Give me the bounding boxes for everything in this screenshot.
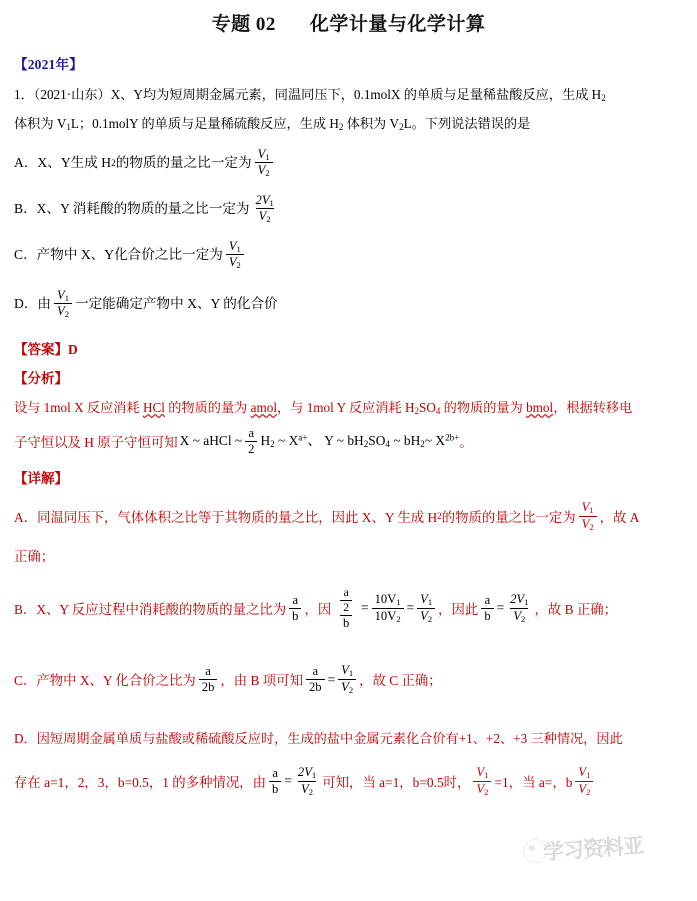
detail-b-fraction-10v: $\frac{10V_1}{10V_2}$ xyxy=(372,593,404,624)
detail-option-a-cont xyxy=(14,546,683,565)
option-c-text: 产物中 X、Y化合价之比一定为 xyxy=(36,246,223,262)
detail-a-text2: 的物质的量之比一定为 xyxy=(441,509,576,525)
detail-d-text3: 可知，当 a=1，b=0.5时， xyxy=(322,774,471,790)
option-c-label: C． xyxy=(14,246,37,262)
analysis-formula: X ~ aHCl ~ $\frac{a}{2}$ $H_2$ ~ $X^{a+}$、 Y ~ $bH_2SO_4$ ~ $bH_2\sim$ $X^{2b+}$ xyxy=(179,426,460,457)
detail-option-b xyxy=(14,587,683,631)
equals-2: = xyxy=(406,600,415,616)
option-d[interactable] xyxy=(14,278,683,330)
option-b[interactable] xyxy=(14,186,683,232)
v2-sub: 2 xyxy=(399,121,404,132)
detail-d-fraction-2v: $\frac{2V_1}{V_2}$ xyxy=(297,764,317,797)
detail-d-text4: =1，当 a= xyxy=(494,774,553,790)
fraction-denominator: $V_2$ xyxy=(255,162,273,178)
fraction-denominator: $V_2$ xyxy=(54,303,72,319)
analysis-paragraph-1 xyxy=(14,394,683,425)
detail-b-compound-fraction: $\frac{\frac{a}{2}}{b}$ xyxy=(334,587,358,631)
detail-c-text1: 产物中 X、Y 化合价之比为 xyxy=(36,673,196,689)
fraction-numerator: $V_1$ xyxy=(257,146,270,162)
question-number: 1． xyxy=(14,87,34,102)
fraction-denominator: $V_2$ xyxy=(226,254,244,270)
option-b-fraction xyxy=(253,194,277,225)
option-b-label: B． xyxy=(14,200,37,216)
detail-option-d-cont xyxy=(14,766,683,797)
analysis-text-4: SO xyxy=(419,399,436,415)
title-main: 化学计量与化学计算 xyxy=(309,14,486,35)
page-title xyxy=(0,0,697,36)
equals-d: = xyxy=(284,773,292,789)
question-line2-mid2: 体积为 V xyxy=(343,115,400,131)
formula-fraction-a2: $\frac{a}{2}$ xyxy=(245,427,257,456)
analysis-text-6: ，根据转移电 xyxy=(553,399,633,415)
analysis-text-1: 设与 1mol X 反应消耗 xyxy=(14,399,143,415)
detail-a-text3: ，故 A xyxy=(599,509,640,525)
detail-b-text2: ，因 xyxy=(304,601,332,617)
equals-1: = xyxy=(361,600,369,616)
detail-d-text1: 因短周期金属单质与盐酸或稀硫酸反应时，生成的盐中金属元素化合价有+1、+2、+3 三种情况，因此 xyxy=(36,730,623,746)
detail-d-label: D． xyxy=(14,730,37,746)
formula-part-5: SO xyxy=(368,432,386,448)
formula-part-6: ~ bH xyxy=(393,432,421,448)
formula-part-4: 、 Y ~ bH xyxy=(307,432,364,448)
detail-tag: 【详解】 xyxy=(14,470,68,486)
option-d-text: 由 xyxy=(37,295,52,311)
question-source: （2021·山东） xyxy=(33,87,111,102)
h2-sub: 2 xyxy=(338,121,344,132)
detail-option-d xyxy=(14,725,683,752)
formula-part-1: X ~ aHCl ~ xyxy=(179,432,243,448)
analysis-sub-1: 2 xyxy=(414,405,420,416)
question-stem xyxy=(14,82,683,140)
equals-3: = xyxy=(496,600,505,616)
spellcheck-amol: amol xyxy=(250,399,278,415)
fraction-numerator: $V_1$ xyxy=(57,287,69,303)
v1-sub: 1 xyxy=(66,121,71,132)
equals-c: = xyxy=(327,671,336,687)
formula-part-3: ~ X xyxy=(278,432,299,448)
answer-value: D xyxy=(68,341,78,357)
option-a-label: A． xyxy=(14,154,38,170)
detail-b-fraction-ab: $\frac{a}{b}$ xyxy=(289,594,301,623)
analysis-period: 。 xyxy=(459,435,473,451)
fraction-denominator: $V_2$ xyxy=(256,208,274,224)
detail-d-text5: ，b xyxy=(552,774,573,790)
nested-fraction-a2: $\frac{a}{2}$ xyxy=(340,587,352,614)
analysis-text-2: 的物质的量为 xyxy=(164,399,251,415)
detail-c-fraction-a2b: $\frac{a}{2b}$ xyxy=(199,665,218,694)
spellcheck-hcl: HCl xyxy=(142,399,165,415)
question-line1-sub: 2 xyxy=(601,92,606,103)
option-a-sub: 2 xyxy=(111,157,116,168)
detail-b-text3: ，因此 xyxy=(438,601,479,617)
formula-part-2: H xyxy=(260,432,271,448)
detail-c-label: C． xyxy=(14,673,37,689)
detail-c-fraction-a2b2: $\frac{a}{2b}$ xyxy=(306,665,325,694)
detail-d-text2: 存在 a=1，2，3，b=0.5，1 的多种情况，由 xyxy=(14,774,267,790)
detail-b-text4: ，故 B 正确； xyxy=(534,601,618,617)
option-a-fraction xyxy=(255,148,273,179)
analysis-tag: 【分析】 xyxy=(14,370,68,386)
analysis-paragraph-2 xyxy=(14,427,683,457)
watermark-logo-icon xyxy=(523,839,547,863)
detail-a-text4: 正确； xyxy=(14,548,55,564)
detail-b-text1: X、Y 反应过程中消耗酸的物质的量之比为 xyxy=(36,601,287,617)
question-line2-pre: 体积为 V xyxy=(14,115,67,131)
option-d-label: D． xyxy=(14,295,38,311)
option-d-text2: 一定能确定产物中 X、Y 的化合价 xyxy=(75,295,278,311)
watermark-dot-icon xyxy=(529,845,535,851)
question-line1: X、Y均为短周期金属元素，同温同压下，0.1molX 的单质与足量稀盐酸反应，生成 H xyxy=(110,87,602,102)
fraction-numerator: $2V_1$ xyxy=(255,192,274,208)
detail-c-text2: ，由 B 项可知 xyxy=(220,673,303,689)
watermark-text: 学习资料亚 xyxy=(542,834,644,865)
answer-row xyxy=(14,338,697,358)
question-line2-end: L。下列说法错误的是 xyxy=(403,115,531,131)
detail-option-a: A． 同温同压下，气体体积之比等于其物质的量之比，因此 X、Y 生成 H 2 的物质的量之比一定为 $\frac{V_1}{V_2}$ ，故 A xyxy=(14,499,640,532)
detail-d-fraction-v2: $\frac{V_1}{V_2}$ xyxy=(575,766,593,797)
formula-part-7: ~ X xyxy=(424,432,446,448)
option-c[interactable] xyxy=(14,232,683,278)
detail-option-c xyxy=(14,664,683,695)
option-a[interactable] xyxy=(14,140,683,186)
option-c-fraction xyxy=(226,240,244,271)
question-line2-mid: L；0.1molY 的单质与足量稀硫酸反应，生成 H xyxy=(70,115,339,131)
option-a-text: X、Y生成 H xyxy=(37,154,112,170)
detail-b-fraction-v: $\frac{V_1}{V_2}$ xyxy=(417,593,435,624)
analysis-text-3: ，与 1mol Y 反应消耗 H xyxy=(277,399,415,415)
detail-d-fraction-v: $\frac{V_1}{V_2}$ xyxy=(473,766,491,797)
spellcheck-bmol: bmol xyxy=(526,399,554,415)
title-prefix: 专题 02 xyxy=(211,14,276,35)
answer-tag: 【答案】 xyxy=(14,341,68,357)
detail-a-fraction: $\frac{V_1}{V_2}$ xyxy=(579,501,597,532)
detail-c-text3: ，故 C 正确； xyxy=(359,673,442,689)
detail-b-label: B． xyxy=(14,601,37,617)
detail-a-label: A． xyxy=(14,509,38,525)
fraction-numerator: $V_1$ xyxy=(228,238,241,254)
detail-b-fraction-ab2: $\frac{a}{b}$ xyxy=(481,594,493,623)
detail-d-fraction-ab: $\frac{a}{b}$ xyxy=(269,767,281,796)
detail-b-fraction-2v: $\frac{2V_1}{V_2}$ xyxy=(510,592,529,624)
detail-c-fraction-v: $\frac{V_1}{V_2}$ xyxy=(338,664,356,695)
watermark xyxy=(521,827,691,879)
option-d-fraction xyxy=(54,289,72,320)
analysis-text-5: 的物质的量为 xyxy=(440,399,527,415)
detail-a-text1: 同温同压下，气体体积之比等于其物质的量之比，因此 X、Y 生成 H xyxy=(37,509,438,525)
option-a-text2: 的物质的量之比一定为 xyxy=(115,154,252,170)
option-b-text: X、Y 消耗酸的物质的量之比一定为 xyxy=(36,200,250,216)
year-tag: 【2021年】 xyxy=(14,57,83,72)
analysis-line2-text: 子守恒以及 H 原子守恒可知 xyxy=(14,435,178,451)
analysis-sub-2: 4 xyxy=(435,405,441,416)
